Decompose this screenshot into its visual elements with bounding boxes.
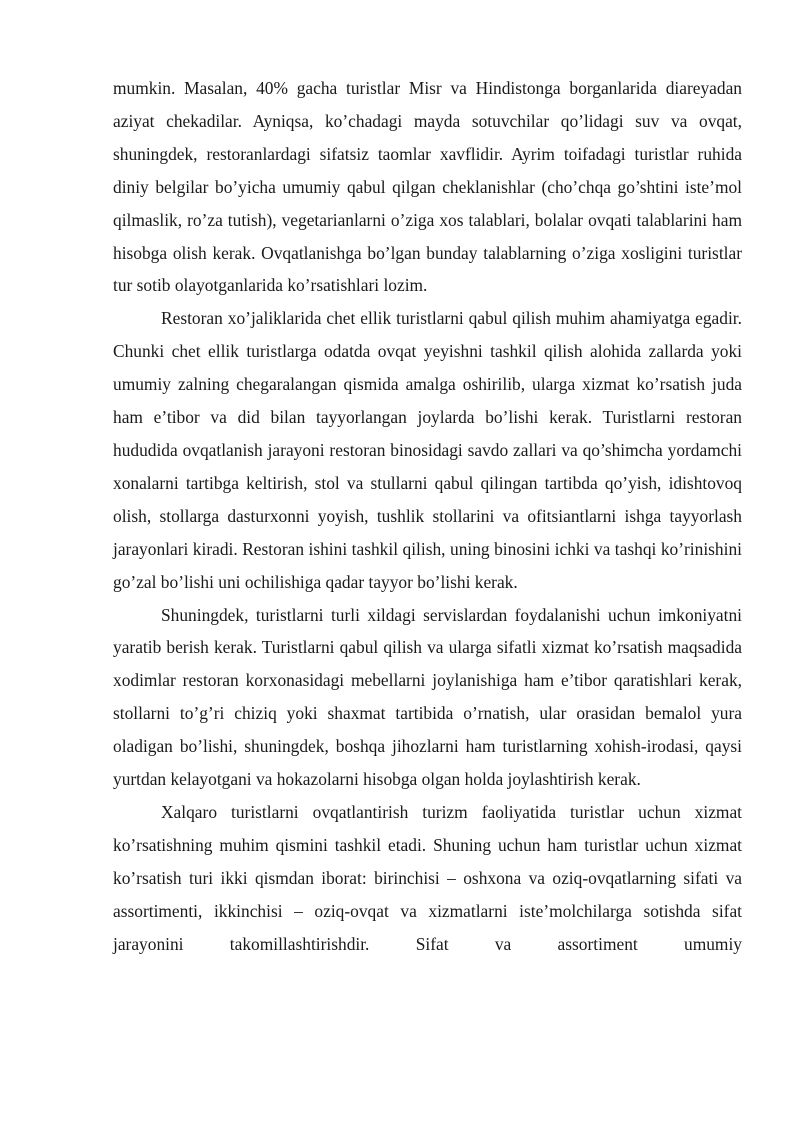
document-body <box>113 72 742 960</box>
paragraph-services: Shuningdek, turistlarni turli xildagi servislardan foydalanishi uchun imkoniyatni yaratib berish kerak. Turistlarni qabul qilish va ularga sifatli xizmat ko’rsatish maqsadida xodimlar restoran korxonasidagi mebellarni joylanishiga ham e’tibor qaratishlari kerak, stollarni to’g’ri chiziq yoki shaxmat tartibida o’rnatish, ular orasidan bemalol yura oladigan bo’lishi, shuningdek, boshqa jihozlarni ham turistlarning xohish-irodasi, qaysi yurtdan kelayotgani va hokazolarni hisobga olgan holda joylashtirish kerak. <box>113 604 742 790</box>
paragraph-international-catering: Xalqaro turistlarni ovqatlantirish turizm faoliyatida turistlar uchun xizmat ko’rsatishning muhim qismini tashkil etadi. Shuning uchun ham turistlar uchun xizmat ko’rsatish turi ikki qismdan iborat: birinchisi – oshxona va oziq-ovqatlarning sifati va assortimenti, ikkinchisi – oziq-ovqat va xizmatlarni iste’molchilarga sotishda sifat jarayonini takomillashtirishdir. Sifat va assortiment umumiy <box>113 801 742 954</box>
paragraph-restaurant-reception: Restoran xo’jaliklarida chet ellik turistlarni qabul qilish muhim ahamiyatga egadir. Chunki chet ellik turistlarga odatda ovqat yeyishni tashkil qilish alohida zallarda yoki umumiy zalning chegaralangan qismida amalga oshirilib, ularga xizmat ko’rsatish juda ham e’tibor va did bilan tayyorlangan joylarda bo’lishi kerak. Turistlarni restoran hududida ovqatlanish jarayoni restoran binosidagi savdo zallari va qo’shimcha yordamchi xonalarni tartibga keltirish, stol va stullarni qabul qilingan tartibda qo’yish, idishtovoq olish, stollarga dasturxonni yoyish, tushlik stollarini va ofitsiantlarni ishga tayyorlash jarayonlari kiradi. Restoran ishini tashkil qilish, uning binosini ichki va tashqi ko’rinishini go’zal bo’lishi uni ochilishiga qadar tayyor bo’lishi kerak. <box>113 308 742 592</box>
paragraph-continuation: mumkin. Masalan, 40% gacha turistlar Misr va Hindistonga borganlarida diareyadan aziyat chekadilar. Ayniqsa, ko’chadagi mayda sotuvchilar qo’lidagi suv va ovqat, shuningdek, restoranlardagi sifatsiz taomlar xavflidir. Ayrim toifadagi turistlar ruhida diniy belgilar bo’yicha umumiy qabul qilgan cheklanishlar (cho’chqa go’shtini iste’mol qilmaslik, ro’za tutish), vegetarianlarni o’ziga xos talablari, bolalar ovqati talablarini ham hisobga olish kerak. Ovqatlanishga bo’lgan bunday talablarning o’ziga xosligini turistlar tur sotib olayotganlarida ko’rsatishlari lozim. <box>113 78 742 296</box>
